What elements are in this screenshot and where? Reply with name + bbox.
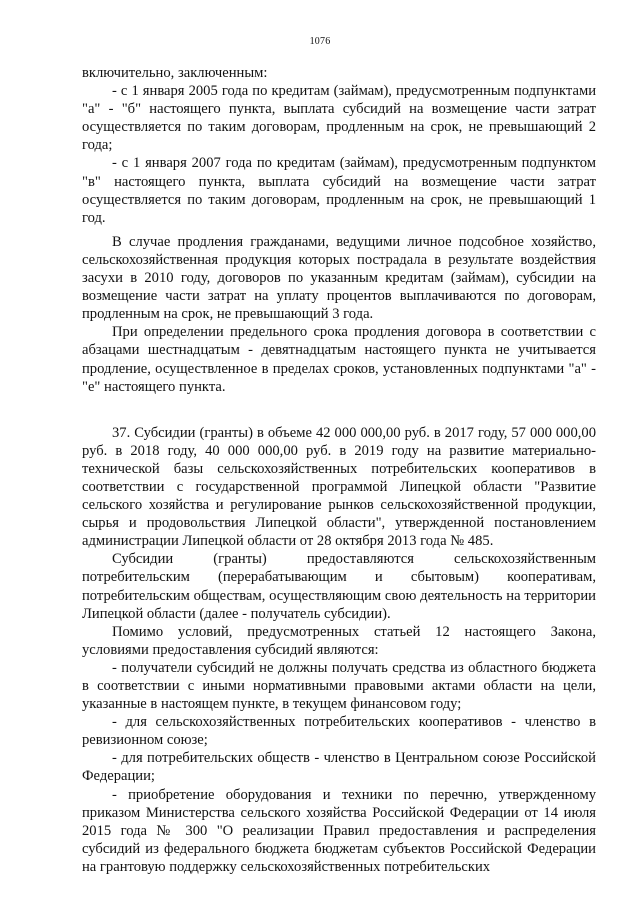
paragraph: - получатели субсидий не должны получать средства из областного бюджета в соответствии с иными нормативными правовыми актами области на цели, указанные в настоящем пункте, в текущем финансовом году; — [82, 659, 596, 713]
paragraph: - приобретение оборудования и техники по перечню, утвержденному приказом Министерства сельского хозяйства Российской Федерации от 14 июля 2015 года № 300 "О реализации Правил предоставления и распределения субсидий из федерального бюджета бюджетам субъектов Российской Федерации на грантовую поддержку сельскохозяйственных потребительских — [82, 786, 596, 875]
paragraph: - с 1 января 2005 года по кредитам (займам), предусмотренным подпунктами "а" - "б" настоящего пункта, выплата субсидий на возмещение части затрат осуществляется по таким договорам, продленным на срок, не превышающий 2 года; — [82, 83, 596, 154]
paragraph: - для потребительских обществ - членство в Центральном союзе Российской Федерации; — [82, 750, 596, 785]
paragraph: В случае продления гражданами, ведущими личное подсобное хозяйство, сельскохозяйственная продукция которых пострадала в результате воздействия засухи в 2010 году, договоров по указанным кредитам (займам), субсидии на возмещение части затрат на уплату процентов выплачиваются по договорам, продленным на срок, не превышающий 3 года. — [82, 233, 596, 323]
paragraph: 37. Субсидии (гранты) в объеме 42 000 000,00 руб. в 2017 году, 57 000 000,00 руб. в 2018 году, 40 000 000,00 руб. в 2019 году на развитие материально-технической базы сельскохозяйственных потребительских кооперативов в соответствии с государственной программой Липецкой области "Развитие сельского хозяйства и регулирование рынков сельскохозяйственной продукции, сырья и продовольствия Липецкой области", утвержденной постановлением администрации Липецкой области от 28 октября 2013 года № 485. — [82, 424, 596, 550]
paragraph: Субсидии (гранты) предоставляются сельскохозяйственным потребительским (перерабатывающим и сбытовым) кооперативам, потребительским обществам, осуществляющим свою деятельность на территории Липецкой области (далее - получатель субсидии). — [82, 551, 596, 622]
page-number: 1076 — [309, 36, 331, 47]
section-spacer — [82, 396, 596, 424]
paragraph: - с 1 января 2007 года по кредитам (займам), предусмотренным подпунктом "в" настоящего пункта, выплата субсидий на возмещение части затрат осуществляется по таким договорам, продленным на срок, не превышающий 1 год. — [82, 155, 596, 226]
paragraph: При определении предельного срока продления договора в соответствии с абзацами шестнадцатым - девятнадцатым настоящего пункта не учитывается продление, осуществленное в пределах сроков, установленных подпунктами "а" - "е" настоящего пункта. — [82, 324, 596, 395]
paragraph: Помимо условий, предусмотренных статьей 12 настоящего Закона, условиями предоставления субсидий являются: — [82, 623, 596, 658]
paragraph: - для сельскохозяйственных потребительских кооперативов - членство в ревизионном союзе; — [82, 714, 596, 749]
document-body — [82, 64, 596, 876]
paragraph: включительно, заключенным: — [82, 65, 268, 81]
